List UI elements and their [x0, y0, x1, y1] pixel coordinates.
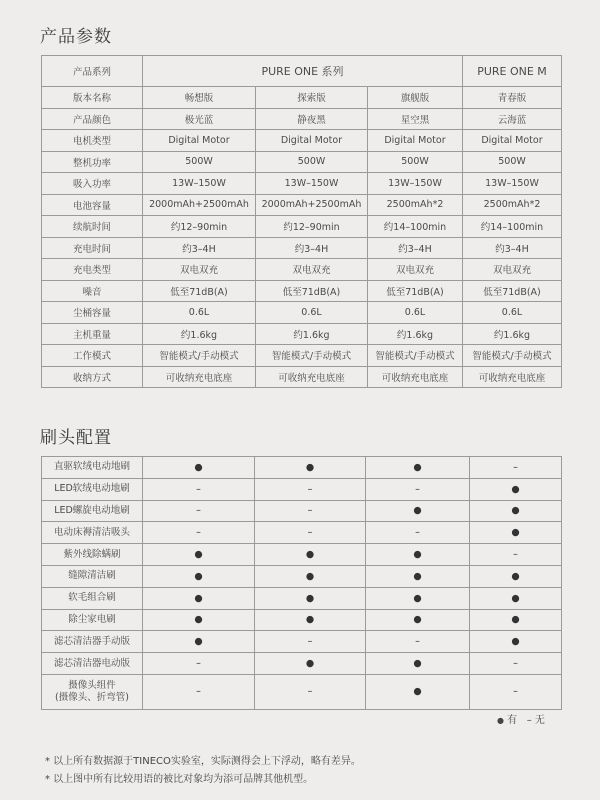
spec-row-label: 整机功率: [42, 151, 143, 173]
not-included-mark: –: [143, 522, 255, 544]
brush-row-label: [42, 500, 143, 522]
brush-row-label: [42, 631, 143, 653]
brush-row-label: [42, 587, 143, 609]
spec-cell: 约14–100min: [368, 216, 463, 238]
spec-cell: 13W–150W: [463, 173, 562, 195]
not-included-mark: –: [366, 522, 470, 544]
spec-cell: 0.6L: [463, 302, 562, 324]
legend: [497, 711, 545, 726]
included-mark: ●: [470, 478, 562, 500]
spec-cell: 可收纳充电底座: [368, 366, 463, 388]
included-mark: ●: [143, 587, 255, 609]
included-mark: ●: [366, 587, 470, 609]
brush-row: [42, 500, 562, 522]
spec-cell: 2500mAh*2: [463, 194, 562, 216]
spec-row: [42, 237, 562, 259]
brush-table: [41, 456, 562, 710]
spec-cell: 约1.6kg: [256, 323, 368, 345]
spec-cell: 约14–100min: [463, 216, 562, 238]
included-mark: ●: [470, 500, 562, 522]
spec-cell: 约3–4H: [368, 237, 463, 259]
included-mark: ●: [255, 609, 366, 631]
brush-row-label-text: 软毛组合刷: [68, 592, 116, 604]
spec-row: [42, 345, 562, 367]
brush-row-label-text: 直驱软绒电动地刷: [53, 461, 130, 473]
brush-row-label-text: 滤芯清洁器电动版: [53, 657, 130, 669]
not-included-mark: –: [255, 500, 366, 522]
spec-cell: Digital Motor: [368, 130, 463, 152]
brush-row-label-text: 除尘家电刷: [68, 613, 116, 625]
included-mark: ●: [255, 544, 366, 566]
spec-cell: 双电双充: [368, 259, 463, 281]
spec-row-label: 吸入功率: [42, 173, 143, 195]
spec-table: [41, 55, 562, 388]
spec-cell: 低至71dB(A): [368, 280, 463, 302]
included-mark: ●: [470, 565, 562, 587]
spec-row-label: 电机类型: [42, 130, 143, 152]
spec-cell: 智能模式/手动模式: [368, 345, 463, 367]
spec-header-row: [42, 56, 562, 87]
included-mark: ●: [366, 609, 470, 631]
spec-row-label: 收纳方式: [42, 366, 143, 388]
spec-cell: 静夜黑: [256, 108, 368, 130]
not-included-mark: –: [470, 457, 562, 479]
not-included-mark: –: [255, 631, 366, 653]
spec-row: [42, 130, 562, 152]
series-b-header: PURE ONE M: [463, 56, 562, 87]
spec-cell: 约3–4H: [463, 237, 562, 259]
not-included-mark: –: [366, 478, 470, 500]
included-mark: ●: [143, 565, 255, 587]
spec-cell: 13W–150W: [256, 173, 368, 195]
brush-row: [42, 631, 562, 653]
spec-row: [42, 216, 562, 238]
spec-row-label: 产品颜色: [42, 108, 143, 130]
spec-cell: 0.6L: [256, 302, 368, 324]
brush-row: [42, 653, 562, 675]
spec-cell: 可收纳充电底座: [256, 366, 368, 388]
spec-cell: 0.6L: [143, 302, 256, 324]
spec-row-label: 充电时间: [42, 237, 143, 259]
spec-row: [42, 151, 562, 173]
spec-cell: 智能模式/手动模式: [463, 345, 562, 367]
spec-row: [42, 173, 562, 195]
footnote-1: * 以上所有数据源于TINECO实验室，实际测得会上下浮动，略有差异。: [45, 756, 361, 767]
spec-cell: 低至71dB(A): [256, 280, 368, 302]
brush-row-label: [42, 674, 143, 709]
spec-cell: 0.6L: [368, 302, 463, 324]
included-mark: ●: [143, 544, 255, 566]
brush-row-label: [42, 565, 143, 587]
spec-cell: 2000mAh+2500mAh: [143, 194, 256, 216]
spec-row-label: 尘桶容量: [42, 302, 143, 324]
included-mark: ●: [255, 653, 366, 675]
not-included-mark: –: [470, 674, 562, 709]
legend-yes-label: 有: [507, 715, 518, 726]
brush-row-label: [42, 653, 143, 675]
spec-row-label: 主机重量: [42, 323, 143, 345]
spec-section-title: 产品参数: [40, 27, 112, 47]
included-mark: ●: [143, 457, 255, 479]
spec-cell: 13W–150W: [368, 173, 463, 195]
not-included-mark: –: [143, 478, 255, 500]
not-included-mark: –: [470, 653, 562, 675]
brush-row-label: [42, 478, 143, 500]
spec-cell: 双电双充: [463, 259, 562, 281]
included-mark: ●: [255, 565, 366, 587]
brush-row: [42, 674, 562, 709]
spec-cell: 智能模式/手动模式: [143, 345, 256, 367]
spec-cell: 约1.6kg: [368, 323, 463, 345]
spec-cell: 可收纳充电底座: [143, 366, 256, 388]
spec-row-label: 工作模式: [42, 345, 143, 367]
spec-row: [42, 259, 562, 281]
spec-cell: 约12–90min: [256, 216, 368, 238]
brush-row: [42, 609, 562, 631]
spec-row-label: 噪音: [42, 280, 143, 302]
included-mark: ●: [143, 609, 255, 631]
spec-cell: 青春版: [463, 87, 562, 109]
spec-cell: 2500mAh*2: [368, 194, 463, 216]
spec-cell: 探索版: [256, 87, 368, 109]
spec-cell: 星空黑: [368, 108, 463, 130]
not-included-mark: –: [143, 674, 255, 709]
brush-row-label: [42, 522, 143, 544]
not-included-mark: –: [143, 500, 255, 522]
spec-cell: 约1.6kg: [143, 323, 256, 345]
spec-cell: 低至71dB(A): [143, 280, 256, 302]
spec-cell: 500W: [368, 151, 463, 173]
included-mark: ●: [470, 587, 562, 609]
not-included-mark: –: [255, 674, 366, 709]
not-included-mark: –: [366, 631, 470, 653]
legend-no-label: 无: [534, 715, 545, 726]
spec-row-label: 续航时间: [42, 216, 143, 238]
included-mark: ●: [470, 631, 562, 653]
brush-row: [42, 544, 562, 566]
brush-row: [42, 478, 562, 500]
spec-cell: Digital Motor: [463, 130, 562, 152]
brush-row-label: [42, 609, 143, 631]
legend-yes-symbol: ●: [497, 716, 504, 725]
spec-cell: 2000mAh+2500mAh: [256, 194, 368, 216]
brush-row-label-text: 缝隙清洁刷: [68, 570, 116, 582]
brush-row: [42, 565, 562, 587]
spec-cell: 13W–150W: [143, 173, 256, 195]
spec-row: [42, 108, 562, 130]
included-mark: ●: [366, 457, 470, 479]
spec-cell: 500W: [256, 151, 368, 173]
spec-row: [42, 194, 562, 216]
series-header-label: 产品系列: [42, 56, 143, 87]
included-mark: ●: [366, 544, 470, 566]
included-mark: ●: [366, 653, 470, 675]
spec-row-label: 电池容量: [42, 194, 143, 216]
included-mark: ●: [366, 500, 470, 522]
spec-cell: 约1.6kg: [463, 323, 562, 345]
not-included-mark: –: [143, 653, 255, 675]
not-included-mark: –: [470, 544, 562, 566]
brush-row: [42, 587, 562, 609]
spec-cell: 500W: [463, 151, 562, 173]
brush-row-label: [42, 544, 143, 566]
included-mark: ●: [470, 522, 562, 544]
spec-cell: 约3–4H: [256, 237, 368, 259]
spec-cell: 云海蓝: [463, 108, 562, 130]
brush-row-label-text: 电动床褥清洁吸头: [53, 526, 130, 538]
brush-row: [42, 522, 562, 544]
not-included-mark: –: [255, 522, 366, 544]
spec-cell: 极光蓝: [143, 108, 256, 130]
included-mark: ●: [366, 565, 470, 587]
brush-row-label-text: LED螺旋电动地刷: [54, 504, 130, 516]
series-a-header: PURE ONE 系列: [143, 56, 463, 87]
spec-row: [42, 87, 562, 109]
spec-cell: Digital Motor: [256, 130, 368, 152]
spec-row: [42, 302, 562, 324]
brush-row-label: [42, 457, 143, 479]
spec-cell: 约3–4H: [143, 237, 256, 259]
spec-cell: 畅想版: [143, 87, 256, 109]
brush-row-label-text: LED软绒电动地刷: [54, 483, 130, 495]
included-mark: ●: [470, 609, 562, 631]
spec-cell: 低至71dB(A): [463, 280, 562, 302]
included-mark: ●: [255, 457, 366, 479]
not-included-mark: –: [255, 478, 366, 500]
spec-row: [42, 366, 562, 388]
legend-no-symbol: –: [526, 715, 532, 726]
spec-row-label: 版本名称: [42, 87, 143, 109]
brush-row-label-text: 摄像头组件: [68, 679, 116, 691]
spec-cell: 智能模式/手动模式: [256, 345, 368, 367]
spec-row: [42, 323, 562, 345]
spec-cell: 旗舰版: [368, 87, 463, 109]
spec-row: [42, 280, 562, 302]
brush-body: [42, 457, 562, 710]
spec-cell: 双电双充: [143, 259, 256, 281]
included-mark: ●: [143, 631, 255, 653]
brush-row: [42, 457, 562, 479]
spec-cell: 可收纳充电底座: [463, 366, 562, 388]
spec-cell: 500W: [143, 151, 256, 173]
spec-cell: Digital Motor: [143, 130, 256, 152]
included-mark: ●: [255, 587, 366, 609]
spec-cell: 双电双充: [256, 259, 368, 281]
brush-row-label-text: 紫外线除螨刷: [63, 548, 121, 560]
spec-row-label: 充电类型: [42, 259, 143, 281]
spec-cell: 约12–90min: [143, 216, 256, 238]
spec-body: [42, 87, 562, 388]
brush-row-label-subtext: (摄像头、折弯管): [55, 691, 129, 703]
footnote-2: * 以上图中所有比较用语的被比对象均为添可品牌其他机型。: [45, 774, 314, 785]
brush-section-title: 刷头配置: [40, 428, 112, 448]
brush-row-label-text: 滤芯清洁器手动版: [53, 635, 130, 647]
included-mark: ●: [366, 674, 470, 709]
